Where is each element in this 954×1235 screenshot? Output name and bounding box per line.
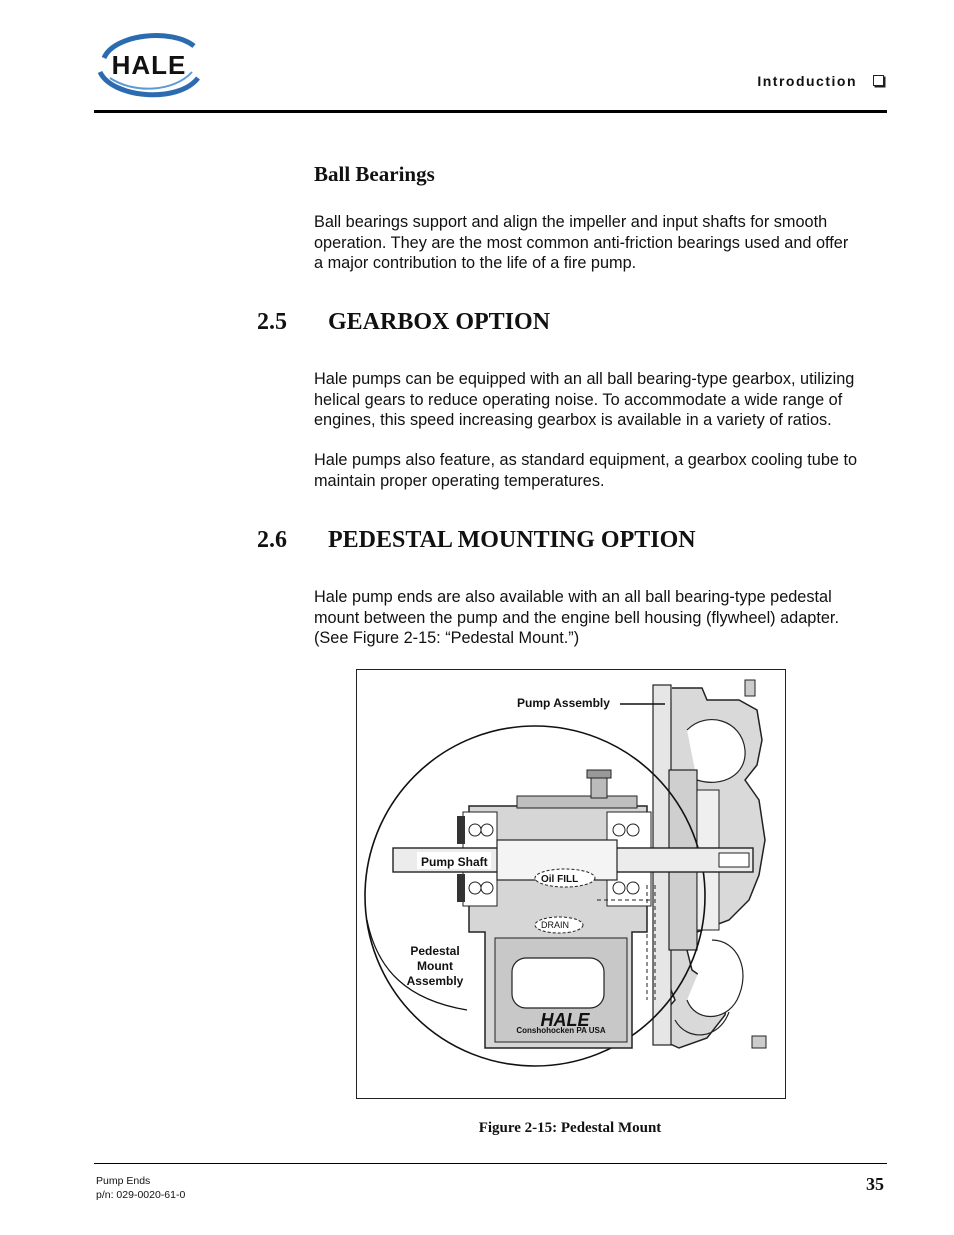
footer-document-info — [96, 1174, 185, 1202]
text-line: operation. They are the most common anti-friction bearings used and offer — [314, 233, 849, 252]
pedestal-label-line-3: Assembly — [406, 974, 464, 988]
footer-rule — [94, 1163, 887, 1164]
figure-caption: Figure 2-15: Pedestal Mount — [478, 1120, 662, 1136]
text-line: Hale pump ends are also available with an all ball bearing-type pedestal — [314, 588, 832, 606]
oil-fill-label: Oil FILL — [541, 874, 579, 885]
pedestal-label-line-2: Mount — [417, 959, 453, 973]
gearbox-paragraph-1 — [314, 369, 894, 431]
pedestal-mount-drawing — [357, 670, 784, 1097]
pump-shaft-label: Pump Shaft — [421, 855, 488, 869]
text-line: a major contribution to the life of a fire pump. — [314, 254, 637, 272]
header-rule — [94, 110, 887, 113]
text-line: helical gears to reduce operating noise. To accommodate a wide range of — [314, 390, 843, 409]
casting-location-text: Conshohocken PA USA — [516, 1026, 606, 1035]
page-number: 35 — [866, 1174, 884, 1194]
drain-label: DRAIN — [541, 920, 570, 930]
text-line: Hale pumps also feature, as standard equipment, a gearbox cooling tube to — [314, 451, 858, 469]
section-2-6-number: 2.6 — [257, 527, 287, 553]
pedestal-paragraph — [314, 587, 894, 649]
document-title: Pump Ends — [96, 1175, 151, 1187]
square-bullet-icon — [873, 75, 884, 86]
text-line: Ball bearings support and align the impeller and input shafts for smooth — [314, 213, 828, 231]
ball-bearings-paragraph — [314, 212, 894, 274]
logo-text: HALE — [111, 50, 187, 80]
text-line: (See Figure 2-15: “Pedestal Mount.”) — [314, 629, 580, 647]
pedestal-label-line-1: Pedestal — [410, 944, 460, 958]
running-header — [757, 73, 884, 89]
pump-assembly-label: Pump Assembly — [517, 696, 610, 710]
pedestal-mount-figure — [356, 669, 786, 1099]
section-name: Introduction — [757, 73, 857, 89]
text-line: engines, this speed increasing gearbox is available in a variety of ratios. — [314, 411, 832, 429]
section-2-5-number: 2.5 — [257, 309, 287, 335]
section-2-5-title: GEARBOX OPTION — [328, 309, 551, 335]
hale-logo — [94, 28, 204, 102]
casting-logo: HALE — [540, 1010, 590, 1030]
section-2-6-title: PEDESTAL MOUNTING OPTION — [328, 527, 696, 553]
gearbox-paragraph-2 — [314, 450, 894, 491]
text-line: Hale pumps can be equipped with an all ball bearing-type gearbox, utilizing — [314, 370, 855, 388]
ball-bearings-heading: Ball Bearings — [314, 162, 435, 186]
part-number: p/n: 029-0020-61-0 — [96, 1189, 186, 1201]
text-line: mount between the pump and the engine bell housing (flywheel) adapter. — [314, 608, 839, 627]
text-line: maintain proper operating temperatures. — [314, 471, 605, 490]
